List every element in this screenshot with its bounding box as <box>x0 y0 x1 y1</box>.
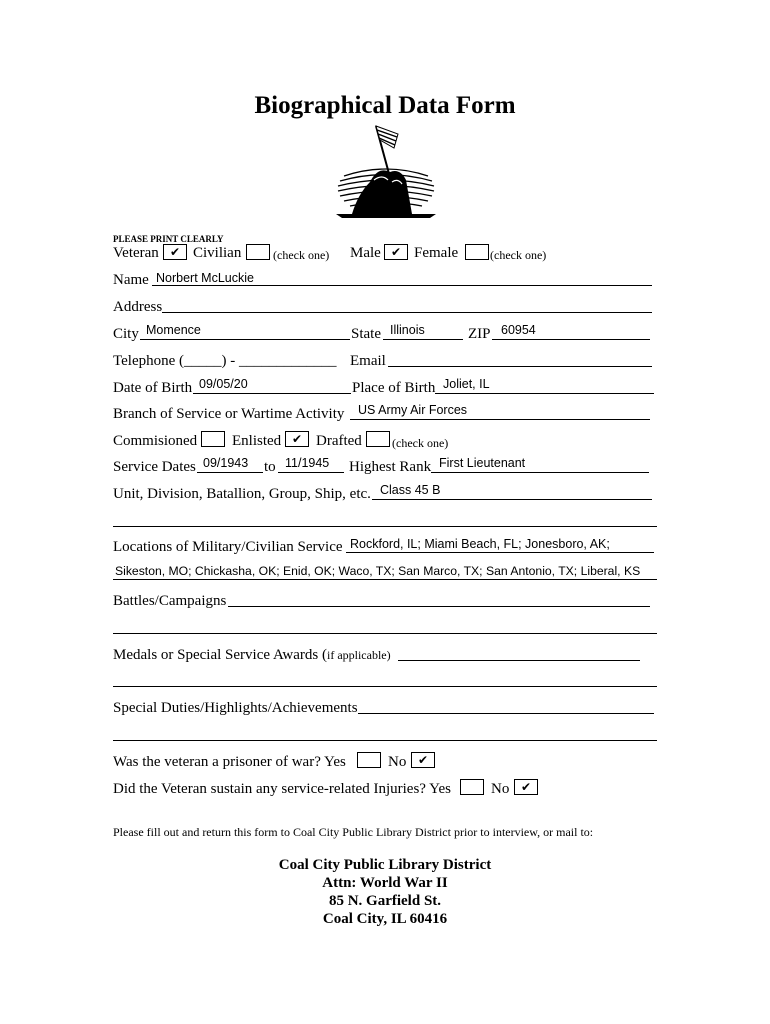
commissioned-label: Commisioned <box>113 433 198 449</box>
male-checkbox[interactable]: ✔ <box>384 244 408 260</box>
civilian-checkbox[interactable] <box>246 244 270 260</box>
enlisted-label: Enlisted <box>232 433 282 449</box>
date-of-birth-value[interactable]: 09/05/20 <box>199 377 248 391</box>
place-of-birth-label: Place of Birth <box>352 380 436 396</box>
branch-value[interactable]: US Army Air Forces <box>358 403 468 417</box>
pow-no-checkbox[interactable]: ✔ <box>411 752 435 768</box>
city-field-line <box>140 339 350 340</box>
pow-yes-checkbox[interactable] <box>357 752 381 768</box>
branch-field-line <box>350 419 650 420</box>
service-to-line <box>278 472 344 473</box>
return-instructions: Please fill out and return this form to Coal City Public Library District prior to interview, or mail to: <box>113 825 594 839</box>
medals-label-text: Medals or Special Service Awards ( <box>113 647 327 663</box>
date-of-birth-label: Date of Birth <box>113 380 193 396</box>
medals-field-line[interactable] <box>398 660 640 661</box>
zip-field-line <box>492 339 650 340</box>
address-label: Address <box>113 299 163 315</box>
veteran-label: Veteran <box>113 245 159 261</box>
injury-question: Did the Veteran sustain any service-related Injuries? Yes <box>113 781 451 797</box>
unit-extra-line[interactable] <box>113 526 657 527</box>
highest-rank-line <box>431 472 649 473</box>
battles-field-line[interactable] <box>228 606 650 607</box>
battles-label: Battles/Campaigns <box>113 593 227 609</box>
name-value[interactable]: Norbert McLuckie <box>156 271 254 285</box>
service-dates-label: Service Dates <box>113 459 196 475</box>
service-to-value[interactable]: 11/1945 <box>285 456 330 470</box>
zip-label: ZIP <box>468 326 491 342</box>
service-from-line <box>197 472 263 473</box>
city-value[interactable]: Momence <box>146 323 201 337</box>
civilian-label: Civilian <box>193 245 242 261</box>
unit-value[interactable]: Class 45 B <box>380 483 441 497</box>
veteran-checkbox[interactable]: ✔ <box>163 244 187 260</box>
city-label: City <box>113 326 139 342</box>
place-of-birth-value[interactable]: Joliet, IL <box>443 377 490 391</box>
zip-value[interactable]: 60954 <box>501 323 536 337</box>
mail-address-line-3: 85 N. Garfield St. <box>328 893 442 909</box>
enlisted-checkbox[interactable]: ✔ <box>285 431 309 447</box>
form-title: Biographical Data Form <box>254 92 516 119</box>
address-field-line[interactable] <box>162 312 652 313</box>
locations-extra-line <box>113 579 657 580</box>
commissioned-checkbox[interactable] <box>201 431 225 447</box>
injury-no-checkbox[interactable]: ✔ <box>514 779 538 795</box>
iwo-jima-flag-emblem <box>330 122 442 222</box>
branch-label: Branch of Service or Wartime Activity <box>113 406 345 422</box>
highest-rank-value[interactable]: First Lieutenant <box>439 456 526 470</box>
medals-label <box>113 647 391 664</box>
locations-value-1[interactable]: Rockford, IL; Miami Beach, FL; Jonesboro, AK; <box>350 537 610 551</box>
state-value[interactable]: Illinois <box>390 323 425 337</box>
highest-rank-label: Highest Rank <box>349 459 432 475</box>
check-one-note-3: (check one) <box>392 436 449 450</box>
medals-extra-line[interactable] <box>113 686 657 687</box>
pow-question: Was the veteran a prisoner of war? Yes <box>113 754 346 770</box>
battles-extra-line[interactable] <box>113 633 657 634</box>
name-field-line <box>152 285 652 286</box>
locations-field-line <box>346 552 654 553</box>
print-clearly-note: PLEASE PRINT CLEARLY <box>113 234 224 244</box>
unit-label: Unit, Division, Batallion, Group, Ship, etc. <box>113 486 371 502</box>
female-label: Female <box>414 245 459 261</box>
state-field-line <box>383 339 463 340</box>
mail-address-line-2: Attn: World War II <box>322 875 448 891</box>
check-one-note-2: (check one) <box>490 248 547 262</box>
drafted-label: Drafted <box>316 433 362 449</box>
service-to-label: to <box>264 459 276 475</box>
duties-field-line[interactable] <box>358 713 654 714</box>
check-one-note-1: (check one) <box>273 248 330 262</box>
locations-value-2[interactable]: Sikeston, MO; Chickasha, OK; Enid, OK; Waco, TX; San Marco, TX; San Antonio, TX; Liberal, KS <box>115 564 641 578</box>
if-applicable-note: if applicable) <box>326 648 391 662</box>
injury-yes-checkbox[interactable] <box>460 779 484 795</box>
email-field-line[interactable] <box>388 366 652 367</box>
female-checkbox[interactable] <box>465 244 489 260</box>
drafted-checkbox[interactable] <box>366 431 390 447</box>
injury-no-label: No <box>491 781 510 797</box>
locations-label: Locations of Military/Civilian Service <box>113 539 343 555</box>
duties-label: Special Duties/Highlights/Achievements <box>113 700 358 716</box>
date-of-birth-line <box>193 393 351 394</box>
telephone-label: Telephone (_____) - _____________ <box>113 353 337 369</box>
pow-no-label: No <box>388 754 407 770</box>
email-label: Email <box>350 353 386 369</box>
state-label: State <box>351 326 381 342</box>
unit-field-line <box>372 499 652 500</box>
place-of-birth-line <box>435 393 654 394</box>
duties-extra-line[interactable] <box>113 740 657 741</box>
mail-address-line-4: Coal City, IL 60416 <box>322 911 448 927</box>
name-label: Name <box>113 272 149 288</box>
service-from-value[interactable]: 09/1943 <box>203 456 249 470</box>
male-label: Male <box>350 245 381 261</box>
mail-address-line-1: Coal City Public Library District <box>278 857 492 873</box>
